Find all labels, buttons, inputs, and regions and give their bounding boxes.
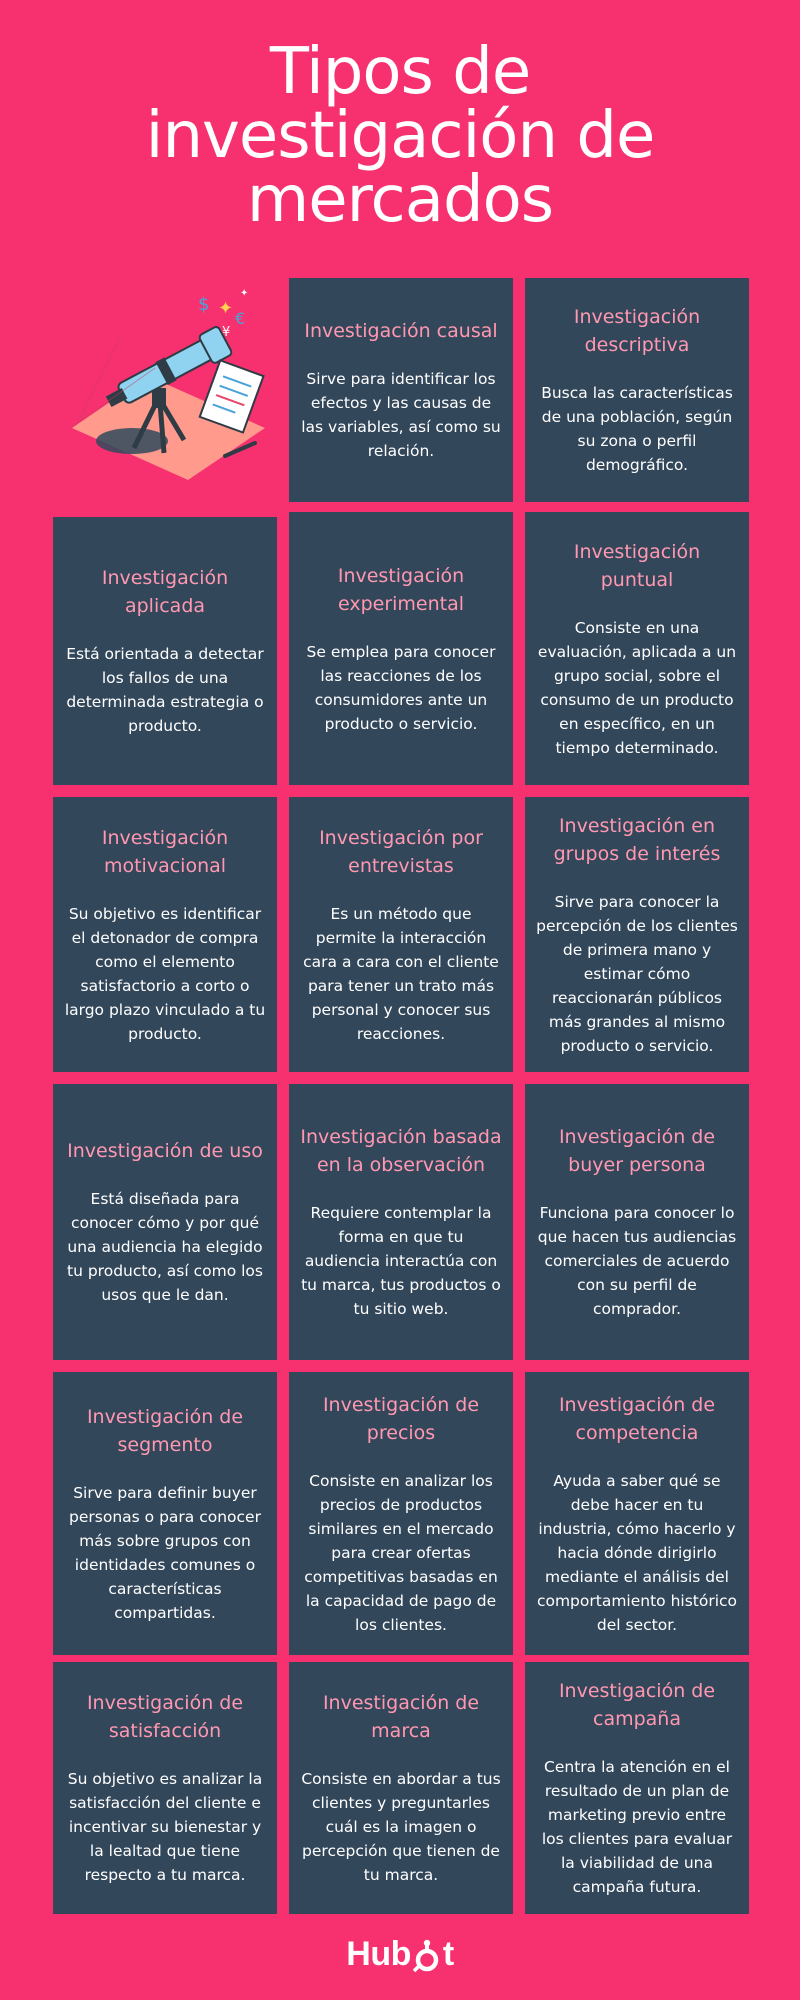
- card-segmento: [53, 1372, 277, 1655]
- card-text: Centra la atención en el resultado de un plan de marketing previo entre los clientes para evaluar la viabilidad de una campaña futura.: [541, 1758, 733, 1896]
- card-title: Investigación experimental: [337, 564, 465, 615]
- card-causal: [289, 278, 513, 502]
- svg-text:$: $: [198, 294, 210, 315]
- card-title: Investigación motivacional: [101, 826, 229, 877]
- card-title: Investigación basada en la observación: [300, 1126, 502, 1176]
- card-title: Investigación de buyer persona: [558, 1126, 716, 1176]
- card-title: Investigación en grupos de interés: [553, 814, 721, 865]
- card-descriptiva: [525, 278, 749, 502]
- card-title: Investigación de campaña: [558, 1680, 716, 1730]
- card-title: Investigación de segmento: [86, 1405, 244, 1456]
- card-title: Investigación causal: [304, 320, 498, 342]
- card-text: Funciona para conocer lo que hacen tus audiencias comerciales de acuerdo con su perfil de comprador.: [537, 1204, 737, 1318]
- title-line-1: Tipos de: [269, 35, 531, 109]
- card-title: Investigación puntual: [573, 540, 701, 591]
- svg-text:¥: ¥: [222, 325, 231, 340]
- card-text: Ayuda a saber qué se debe hacer en tu industria, cómo hacerlo y hacia dónde dirigirlo mediante el análisis del comportamiento histórico del sector.: [536, 1471, 738, 1634]
- card-precios: [289, 1372, 513, 1655]
- card-title: Investigación de uso: [67, 1140, 263, 1162]
- card-satisfaccion: [53, 1662, 277, 1914]
- card-text: Es un método que permite la interacción cara a cara con el cliente para tener un trato más personal y conocer sus reacciones.: [303, 904, 499, 1043]
- title-line-2: investigación de: [145, 99, 655, 173]
- card-title: Investigación de competencia: [558, 1393, 716, 1444]
- card-competencia: [525, 1372, 749, 1655]
- card-uso: [53, 1084, 277, 1360]
- card-title: Investigación de satisfacción: [86, 1692, 244, 1742]
- card-title: Investigación aplicada: [101, 567, 229, 617]
- svg-text:✦: ✦: [218, 298, 234, 319]
- telescope-illustration: [60, 278, 285, 488]
- card-text: Consiste en abordar a tus clientes y preguntarles cuál es la imagen o percepción que tienen de tu marca.: [301, 1770, 501, 1884]
- card-text: Consiste en analizar los precios de productos similares en el mercado para crear ofertas competitivas basadas en la capacidad de pago de los clientes.: [304, 1471, 498, 1634]
- card-title: Investigación de marca: [322, 1692, 480, 1742]
- card-entrevistas: [289, 797, 513, 1072]
- card-text: Está diseñada para conocer cómo y por qué una audiencia ha elegido tu producto, así como los usos que le dan.: [67, 1190, 263, 1304]
- card-motivacional: [53, 797, 277, 1072]
- card-text: Sirve para definir buyer personas o para conocer más sobre grupos con identidades comunes o características compartidas.: [69, 1483, 261, 1622]
- title-line-3: mercados: [246, 163, 554, 237]
- card-buyer-persona: [525, 1084, 749, 1360]
- card-text: Su objetivo es analizar la satisfacción del cliente e incentivar su bienestar y la lealtad que tiene respecto a tu marca.: [67, 1770, 263, 1884]
- card-text: Requiere contemplar la forma en que tu audiencia interactúa con tu marca, tus productos o tu sitio web.: [301, 1204, 501, 1318]
- card-text: Su objetivo es identificar el detonador de compra como el elemento satisfactorio a corto o largo plazo vinculado a tu producto.: [64, 904, 266, 1043]
- logo-text-end: t: [442, 1935, 454, 1973]
- svg-text:✦: ✦: [240, 288, 249, 299]
- card-campana: [525, 1662, 749, 1914]
- card-title: Investigación por entrevistas: [319, 826, 483, 877]
- card-text: Consiste en una evaluación, aplicada a un grupo social, sobre el consumo de un producto en específico, en un tiempo determinado.: [537, 618, 737, 757]
- card-grupos-interes: [525, 797, 749, 1072]
- card-text: Busca las características de una población, según su zona o perfil demográfico.: [541, 384, 733, 474]
- card-marca: [289, 1662, 513, 1914]
- svg-text:€: €: [235, 309, 246, 328]
- card-text: Sirve para identificar los efectos y las causas de las variables, así como su relación.: [301, 370, 501, 460]
- card-observacion: [289, 1084, 513, 1360]
- logo-text-start: Hub: [346, 1935, 411, 1973]
- card-puntual: [525, 512, 749, 785]
- sprocket-icon: [412, 1939, 442, 1973]
- page-title: [0, 35, 800, 237]
- card-text: Se emplea para conocer las reacciones de los consumidores ante un producto o servicio.: [306, 642, 496, 733]
- card-title: Investigación descriptiva: [573, 306, 701, 356]
- hubspot-logo: [0, 1935, 800, 1974]
- card-aplicada: [53, 517, 277, 785]
- card-text: Sirve para conocer la percepción de los clientes de primera mano y estimar cómo reaccionarán públicos más grandes al mismo producto o servicio.: [536, 892, 738, 1055]
- card-title: Investigación de precios: [322, 1393, 480, 1444]
- card-experimental: [289, 512, 513, 785]
- card-text: Está orientada a detectar los fallos de una determinada estrategia o producto.: [66, 645, 264, 735]
